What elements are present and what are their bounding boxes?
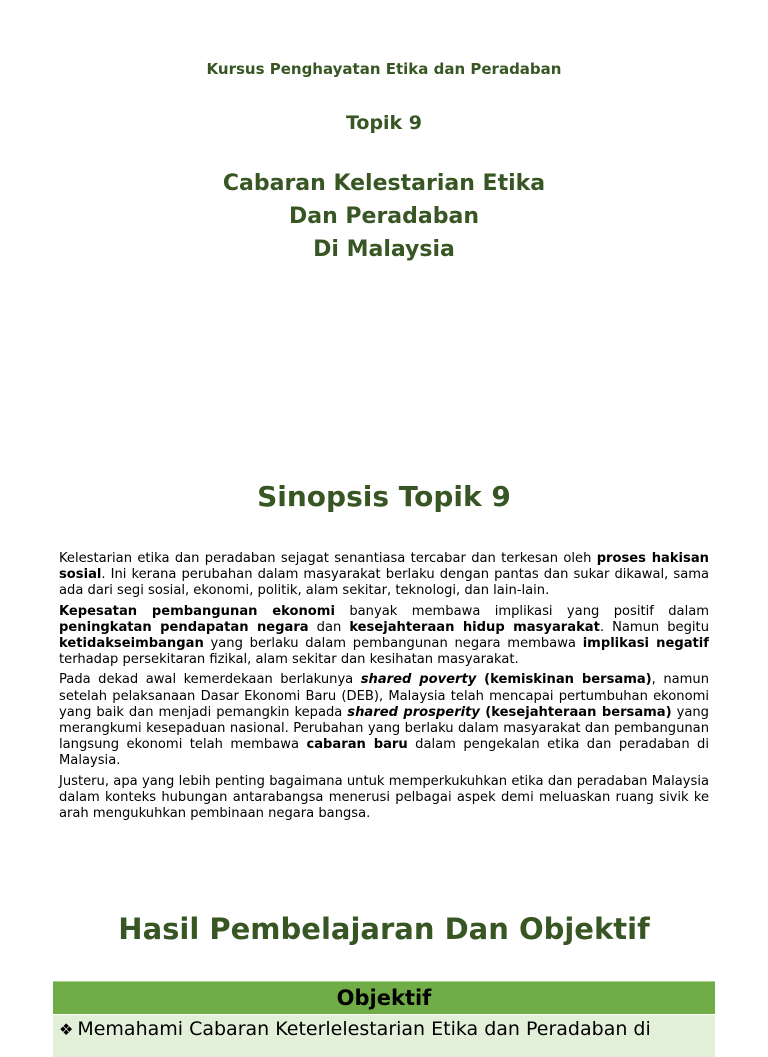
text-run: yang berlaku dalam pembangunan negara membawa bbox=[203, 636, 583, 652]
synopsis-paragraph-1 bbox=[59, 551, 709, 600]
bold-text: (kesejahteraan bersama) bbox=[479, 704, 672, 720]
outcomes-heading: Hasil Pembelajaran Dan Objektif bbox=[118, 912, 650, 946]
bold-text: ketidakseimbangan bbox=[59, 636, 204, 652]
objectives-table-header: Objektif bbox=[53, 982, 715, 1014]
text-run: dalam pengekalan etika dan peradaban di Malaysia. bbox=[59, 737, 710, 769]
bold-italic-text: shared poverty bbox=[360, 672, 477, 688]
bold-italic-text: shared prosperity bbox=[347, 704, 480, 720]
text-run: . Namun begitu bbox=[599, 619, 709, 635]
text-run: banyak membawa implikasi yang positif dalam bbox=[334, 603, 709, 619]
topic-number: Topik 9 bbox=[345, 112, 423, 134]
synopsis-paragraph-3 bbox=[59, 672, 709, 769]
synopsis-body bbox=[59, 551, 709, 826]
bold-text: (kemiskinan bersama) bbox=[476, 672, 652, 688]
topic-title-line-2: Dan Peradaban bbox=[288, 204, 480, 229]
bold-text: cabaran baru bbox=[306, 737, 408, 753]
bold-text: Kepesatan pembangunan ekonomi bbox=[59, 603, 335, 619]
synopsis-paragraph-4: Justeru, apa yang lebih penting bagaimana untuk memperkukuhkan etika dan peradaban Malaysia dalam konteks hubungan antarabangsa menerusi pelbagai aspek demi meluaskan ruang sivik ke arah mengukuhkan pembinaan negara bangsa. bbox=[59, 773, 709, 822]
objectives-table-row bbox=[53, 1014, 715, 1057]
bold-text: peningkatan pendapatan negara bbox=[59, 619, 309, 635]
text-run: Pada dekad awal kemerdekaan berlakunya bbox=[59, 672, 361, 688]
topic-title bbox=[0, 167, 768, 266]
synopsis-paragraph-2 bbox=[59, 604, 709, 669]
text-run: Kelestarian etika dan peradaban sejagat senantiasa tercabar dan terkesan oleh bbox=[59, 551, 597, 566]
synopsis-heading: Sinopsis Topik 9 bbox=[257, 480, 511, 513]
course-title: Kursus Penghayatan Etika dan Peradaban bbox=[206, 60, 562, 78]
diamond-bullet-icon: ❖ bbox=[59, 1020, 74, 1039]
text-run: , namun setelah pelaksanaan Dasar Ekonomi Baru (DEB), Malaysia telah mencapai pertumbuhan ekonomi yang baik dan menjadi pemangkin kepada bbox=[59, 672, 709, 720]
text-run: . Ini kerana perubahan dalam masyarakat berlaku dengan pantas dan sukar dikawal, sama ada dari segi sosial, ekonomi, politik, alam sekitar, teknologi, dan lain-lain. bbox=[59, 567, 709, 599]
objectives-table bbox=[53, 981, 715, 1057]
bold-text: proses hakisan sosial bbox=[59, 551, 710, 583]
bold-text: implikasi negatif bbox=[582, 636, 709, 652]
objective-text: Memahami Cabaran Keterlelestarian Etika dan Peradaban di bbox=[77, 1018, 651, 1040]
topic-title-line-3: Di Malaysia bbox=[313, 237, 455, 262]
bold-text: kesejahteraan hidup masyarakat bbox=[349, 619, 600, 635]
text-run: yang merangkumi kesepaduan nasional. Perubahan yang berlaku dalam masyarakat dan pembangunan langsung ekonomi telah membawa bbox=[59, 704, 709, 753]
text-run: dan bbox=[308, 619, 350, 635]
topic-title-line-1: Cabaran Kelestarian Etika bbox=[222, 171, 546, 196]
text-run: terhadap persekitaran fizikal, alam sekitar dan kesihatan masyarakat. bbox=[59, 652, 519, 668]
